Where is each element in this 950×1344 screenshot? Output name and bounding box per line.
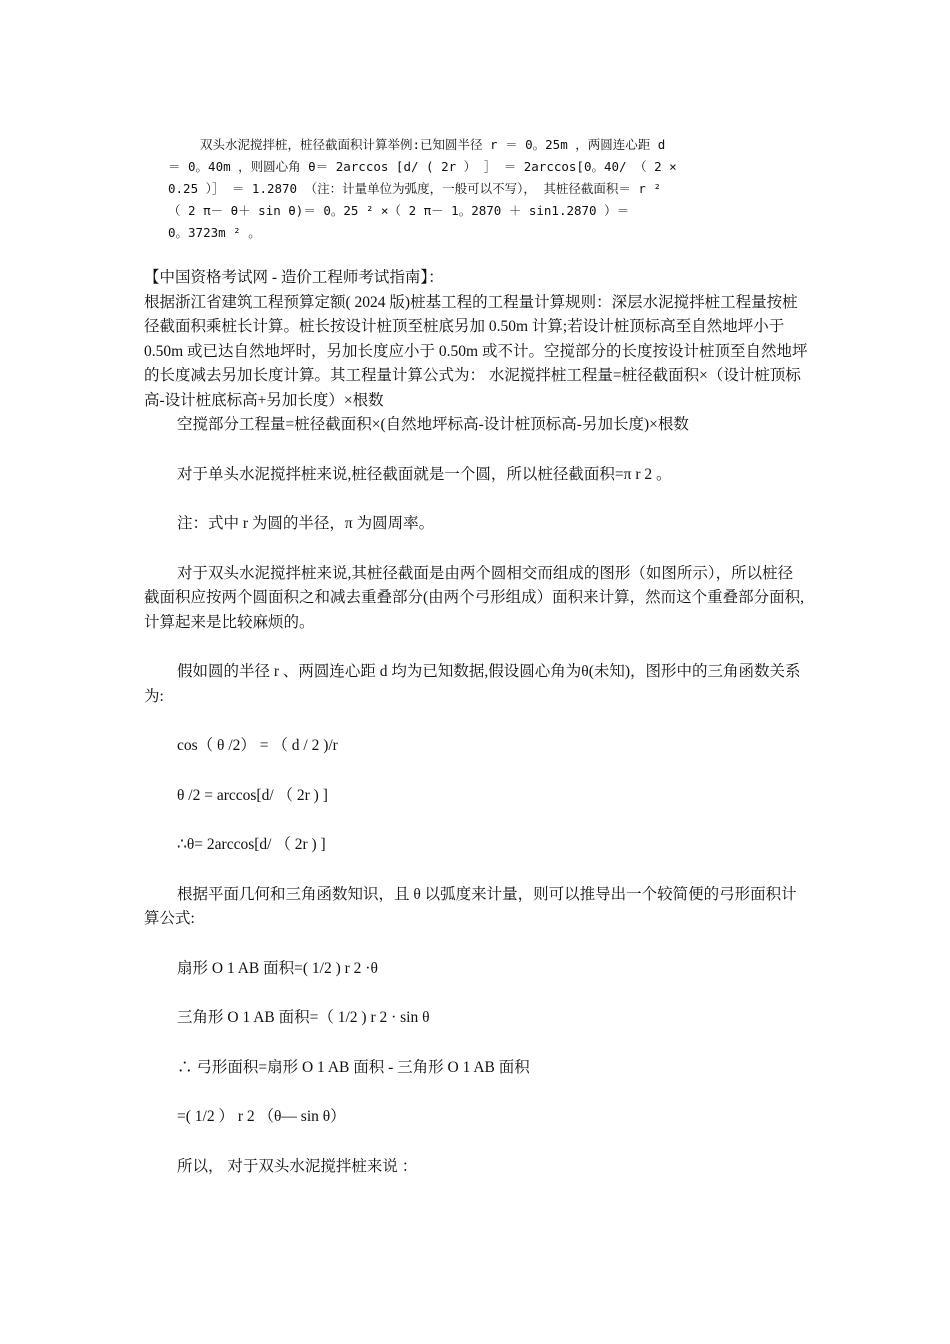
conclusion-line: 所以， 对于双头水泥搅拌桩来说 ： [177, 1157, 418, 1175]
example-line: 0。3723m ² 。 [168, 225, 261, 240]
example-line: 0.25 ）］ ＝ 1.2870 （注：计量单位为弧度，一般可以不写）， 其桩径截面积＝ r ² [168, 181, 661, 196]
assumption-paragraph: 假如圆的半径 r 、两圆连心距 d 均为已知数据,假设圆心角为θ(未知)，图形中的三角函数关系为: [144, 663, 801, 705]
calculation-example [168, 134, 788, 244]
example-line: 双头水泥搅拌桩，桩径截面积计算举例:已知圆半径 r ＝ 0。25m ，两圆连心距 d [200, 137, 666, 152]
example-line: （ 2 π－ θ＋ sin θ)＝ 0。25 ² ×（ 2 π－ 1。2870 ＋ sin1.2870 ）＝ [168, 203, 630, 218]
article-body [144, 266, 808, 1179]
empty-stir-formula: 空搅部分工程量=桩径截面积×(自然地坪标高-设计桩顶标高-另加长度)×根数 [177, 416, 689, 433]
note-paragraph: 注：式中 r 为圆的半径，π 为圆周率。 [177, 515, 435, 532]
single-head-paragraph: 对于单头水泥搅拌桩来说,桩径截面就是一个圆，所以桩径截面积=π r 2 。 [177, 465, 672, 483]
sector-area-formula: 扇形 O 1 AB 面积=( 1/2 ) r 2 ·θ [177, 959, 378, 977]
formula-half-theta: θ /2 = arccos[d/ （ 2r ) ] [177, 786, 328, 804]
formula-cos: cos（ θ /2） = （ d / 2 )/r [177, 737, 338, 754]
derivation-intro: 根据平面几何和三角函数知识，且 θ 以弧度来计量，则可以推导出一个较简便的弓形面积计算公式: [144, 885, 797, 927]
triangle-area-formula: 三角形 O 1 AB 面积=（ 1/2 ) r 2 · sin θ [177, 1009, 430, 1026]
formula-theta: ∴θ= 2arccos[d/ （ 2r ) ] [177, 836, 326, 853]
double-head-paragraph: 对于双头水泥搅拌桩来说,其桩径截面是由两个圆相交而组成的图形（如图所示），所以桩径截面积应按两个圆面积之和减去重叠部分(由两个弓形组成）面积来计算，然而这个重叠部分面积,计算起来是比较麻烦的。 [144, 564, 805, 631]
segment-area-result: =( 1/2 ） r 2 （θ— sin θ） [177, 1108, 346, 1125]
rules-paragraph: 根据浙江省建筑工程预算定额( 2024 版)桩基工程的工程量计算规则：深层水泥搅拌桩工程量按桩径截面积乘桩长计算。桩长按设计桩顶至桩底另加 0.50m 计算;若设计桩顶标高至自然地坪小于 0.50m 或已达自然地坪时，另加长度应小于 0.50m 或不计。空搅部分的长度按设计桩顶至自然地坪的长度减去另加长度计算。其工程量计算公式为： 水泥搅拌桩工程量=桩径截面积×（设计桩顶标高-设计桩底标高+另加长度）×根数 [144, 293, 808, 409]
source-heading: 【中国资格考试网 - 造价工程师考试指南】： [144, 269, 444, 286]
segment-area-formula: ∴ 弓形面积=扇形 O 1 AB 面积 - 三角形 O 1 AB 面积 [177, 1058, 530, 1076]
example-line: ＝ 0。40m ，则圆心角 θ＝ 2arccos [d/ ( 2r ） ］ ＝ 2arccos[0。40/ （ 2 × [168, 159, 677, 174]
